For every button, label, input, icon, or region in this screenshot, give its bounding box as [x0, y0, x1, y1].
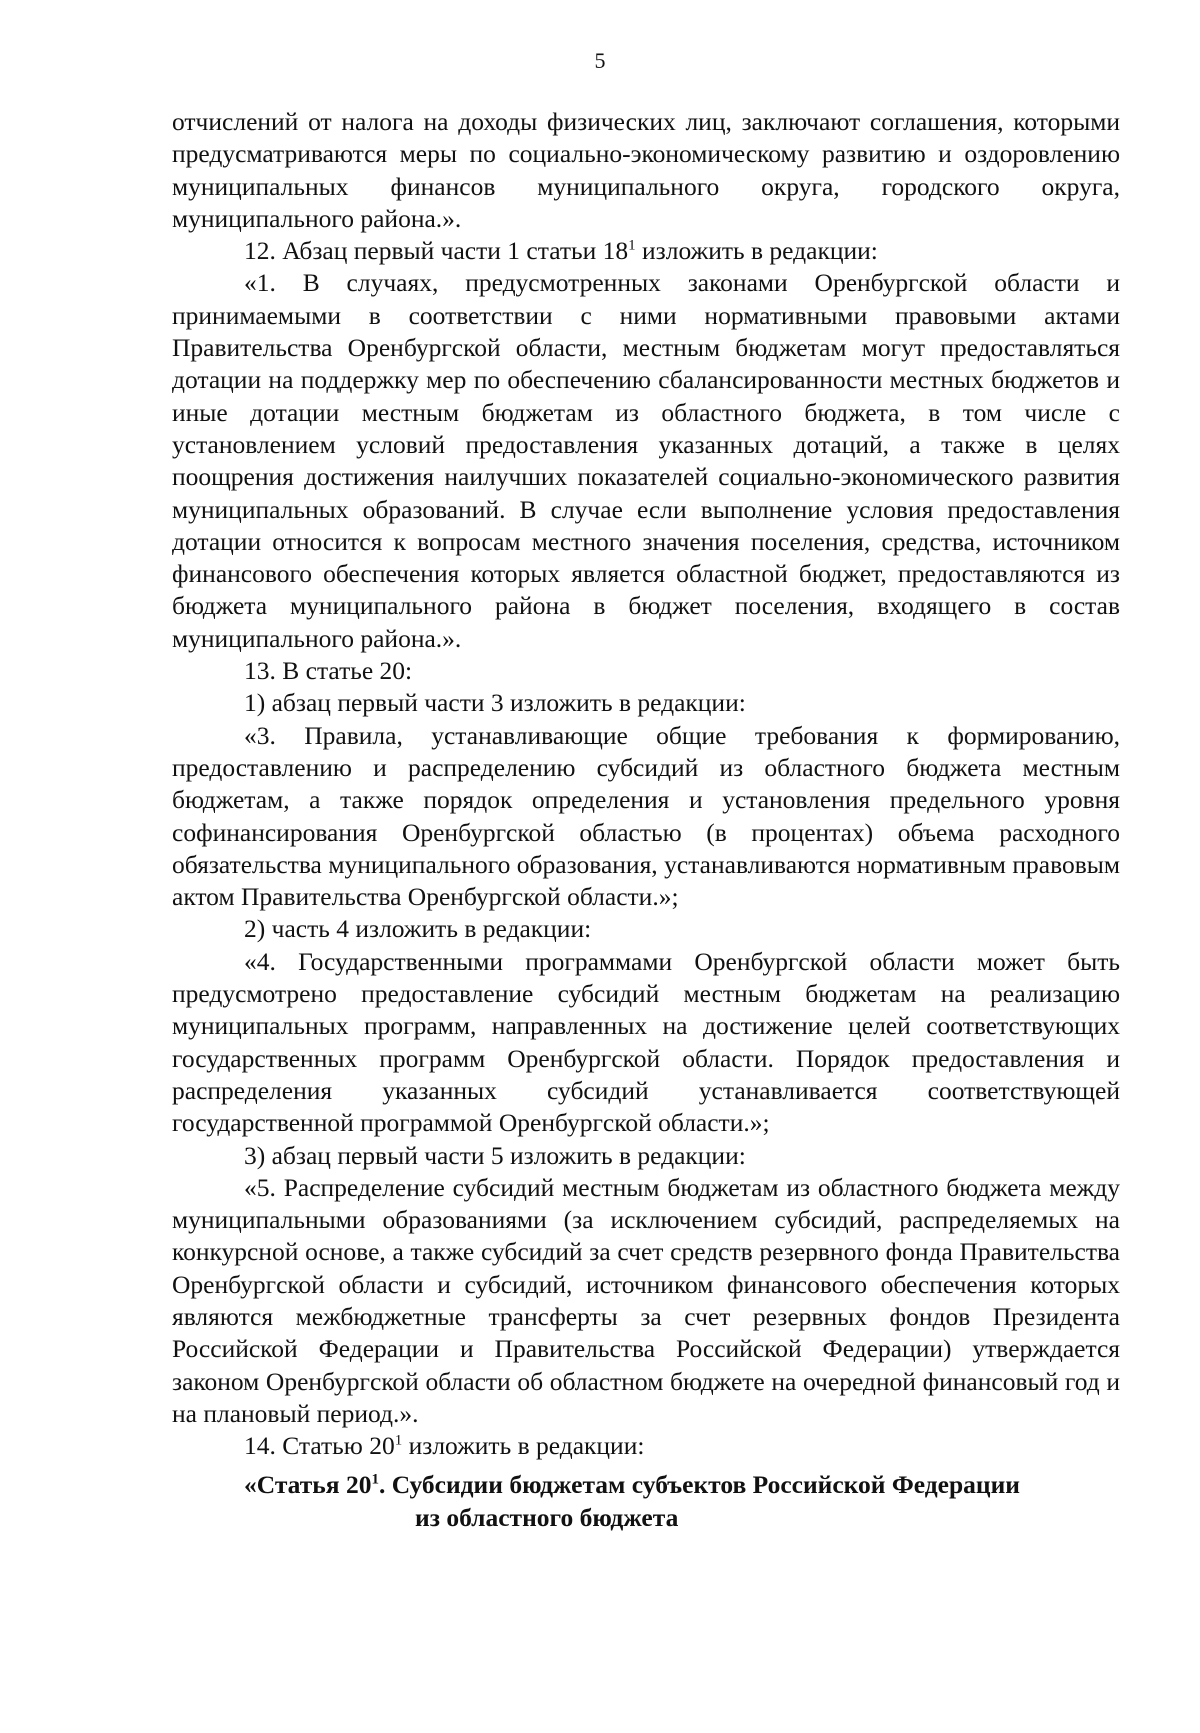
- paragraph-5: 1) абзац первый части 3 изложить в редакции:: [244, 688, 746, 718]
- paragraph-11: [172, 1430, 1120, 1462]
- paragraph-2: [172, 235, 1120, 267]
- paragraph-6: «3. Правила, устанавливающие общие требования к формированию, предоставлению и распределению субсидий из областного бюджета местным бюджетам, а также порядок определения и установления предельного уровня софинансирования Оренбургской областью (в процентах) объема расходного обязательства муниципального образования, устанавливаются нормативным правовым актом Правительства Оренбургской области.»;: [172, 720, 1120, 912]
- paragraph-2-text: 12. Абзац первый части 1 статьи 18: [244, 236, 629, 266]
- article-heading-title: «Статья 20: [244, 1470, 372, 1499]
- paragraph-4: 13. В статье 20:: [244, 656, 413, 686]
- article-heading-superscript: 1: [371, 1471, 379, 1488]
- paragraph-1: отчислений от налога на доходы физических лиц, заключают соглашения, которыми предусматриваются меры по социально-экономическому развитию и оздоровлению муниципальных финансов муниципального округа, городского округа, муниципального района.».: [172, 107, 1120, 233]
- article-heading-line-1: [172, 1468, 1120, 1501]
- paragraph-3: «1. В случаях, предусмотренных законами Оренбургской области и принимаемыми в соответствии с ними нормативными правовыми актами Правительства Оренбургской области, местным бюджетам могут предоставляться дотации на поддержку мер по обеспечению сбалансированности местных бюджетов и иные дотации местным бюджетам из областного бюджета, в том числе с установлением условий предоставления указанных дотаций, а также в целях поощрения достижения наилучших показателей социально-экономического развития муниципальных образований. В случае если выполнение условия предоставления дотации относится к вопросам местного значения поселения, средства, источником финансового обеспечения которых является областной бюджет, предоставляются из бюджета муниципального района в бюджет поселения, входящего в состав муниципального района.».: [172, 268, 1120, 653]
- paragraph-2-text-end: изложить в редакции:: [635, 236, 878, 266]
- paragraph-11-superscript: 1: [394, 1432, 403, 1449]
- paragraph-7: 2) часть 4 изложить в редакции:: [244, 914, 592, 944]
- paragraph-9: 3) абзац первый части 5 изложить в редакции:: [244, 1140, 746, 1170]
- article-heading-line-2: из областного бюджета: [415, 1503, 679, 1532]
- article-heading-title-end: . Субсидии бюджетам субъектов Российской Федерации: [378, 1470, 1020, 1499]
- paragraph-8: «4. Государственными программами Оренбургской области может быть предусмотрено предоставление субсидий местным бюджетам на реализацию муниципальных программ, направленных на достижение целей соответствующих государственных программ Оренбургской области. Порядок предоставления и распределения указанных субсидий устанавливается соответствующей государственной программой Оренбургской области.»;: [172, 946, 1120, 1138]
- document-body: [172, 106, 1120, 1462]
- paragraph-11-text-end: изложить в редакции:: [402, 1431, 645, 1461]
- paragraph-10: «5. Распределение субсидий местным бюджетам из областного бюджета между муниципальными образованиями (за исключением субсидий, распределяемых на конкурсной основе, а также субсидий за счет средств резервного фонда Правительства Оренбургской области и субсидий, источником финансового обеспечения которых являются межбюджетные трансферты за счет резервных фондов Президента Российской Федерации и Правительства Российской Федерации) утверждается законом Оренбургской области об областном бюджете на очередной финансовый год и на плановый период.».: [172, 1172, 1120, 1428]
- paragraph-11-text: 14. Статью 20: [244, 1431, 395, 1461]
- article-heading: [172, 1468, 1120, 1534]
- page-number: 5: [594, 48, 606, 73]
- paragraph-2-superscript: 1: [628, 237, 636, 254]
